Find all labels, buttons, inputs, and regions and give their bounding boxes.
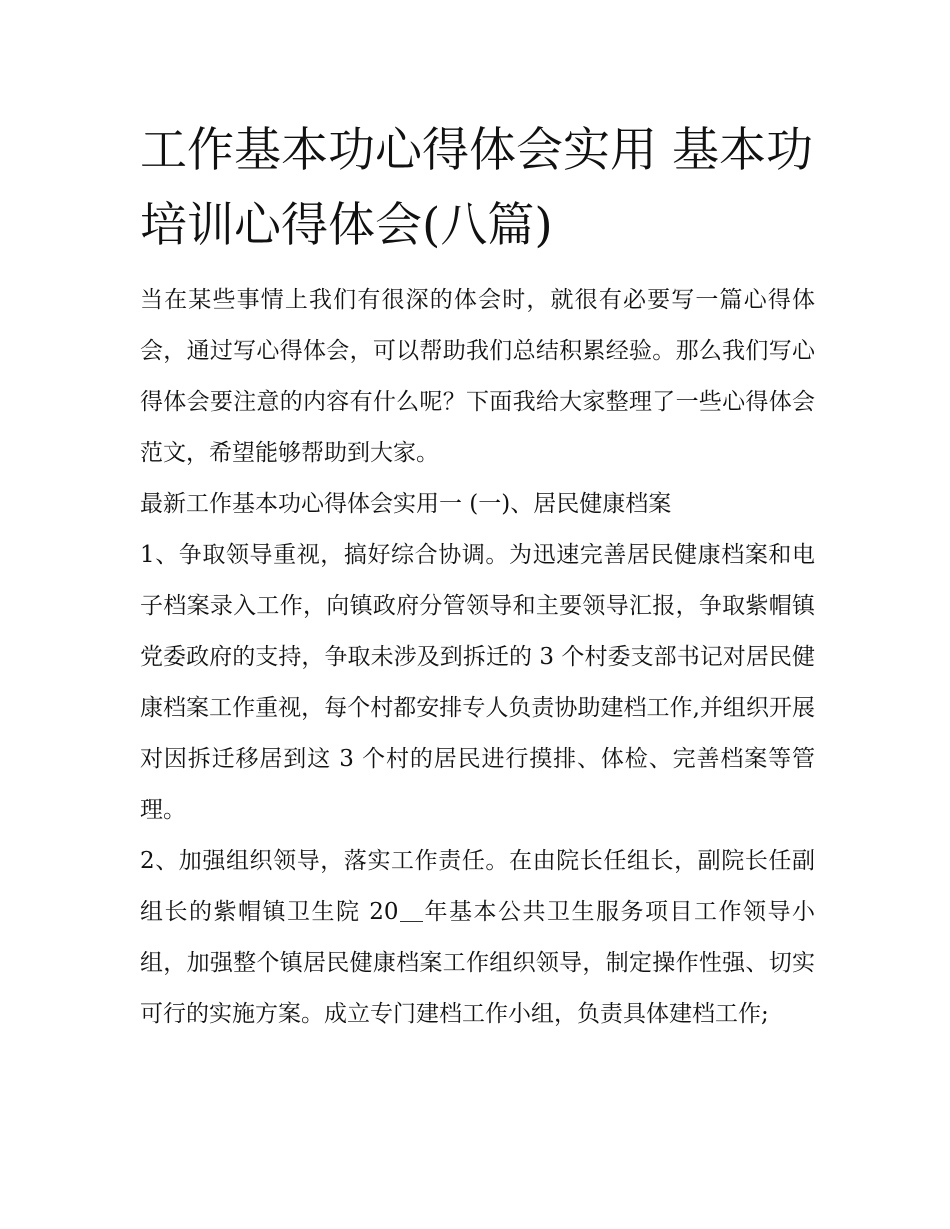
intro-paragraph: 当在某些事情上我们有很深的体会时，就很有必要写一篇心得体会，通过写心得体会，可以帮助我们总结积累经验。那么我们写心得体会要注意的内容有什么呢？下面我给大家整理了一些心得体会范文，希望能够帮助到大家。	[140, 287, 815, 466]
section-heading: 最新工作基本功心得体会实用一 (一)、居民健康档案	[140, 491, 672, 517]
body-paragraph-1: 1、争取领导重视，搞好综合协调。为迅速完善居民健康档案和电子档案录入工作，向镇政府分管领导和主要领导汇报，争取紫帽镇党委政府的支持，争取未涉及到拆迁的 3 个村委支部书记对居民健康档案工作重视，每个村都安排专人负责协助建档工作,并组织开展对因拆迁移居到这 3 个村的居民进行摸排、体检、完善档案等管理。	[140, 542, 815, 823]
body-paragraph-2: 2、加强组织领导，落实工作责任。在由院长任组长，副院长任副组长的紫帽镇卫生院 20＿年基本公共卫生服务项目工作领导小组，加强整个镇居民健康档案工作组织领导，制定操作性强、切实可行的实施方案。成立专门建档工作小组，负责具体建档工作;	[140, 848, 815, 1027]
document-page	[140, 113, 815, 1040]
document-title: 工作基本功心得体会实用 基本功培训心得体会(八篇)	[140, 123, 813, 253]
